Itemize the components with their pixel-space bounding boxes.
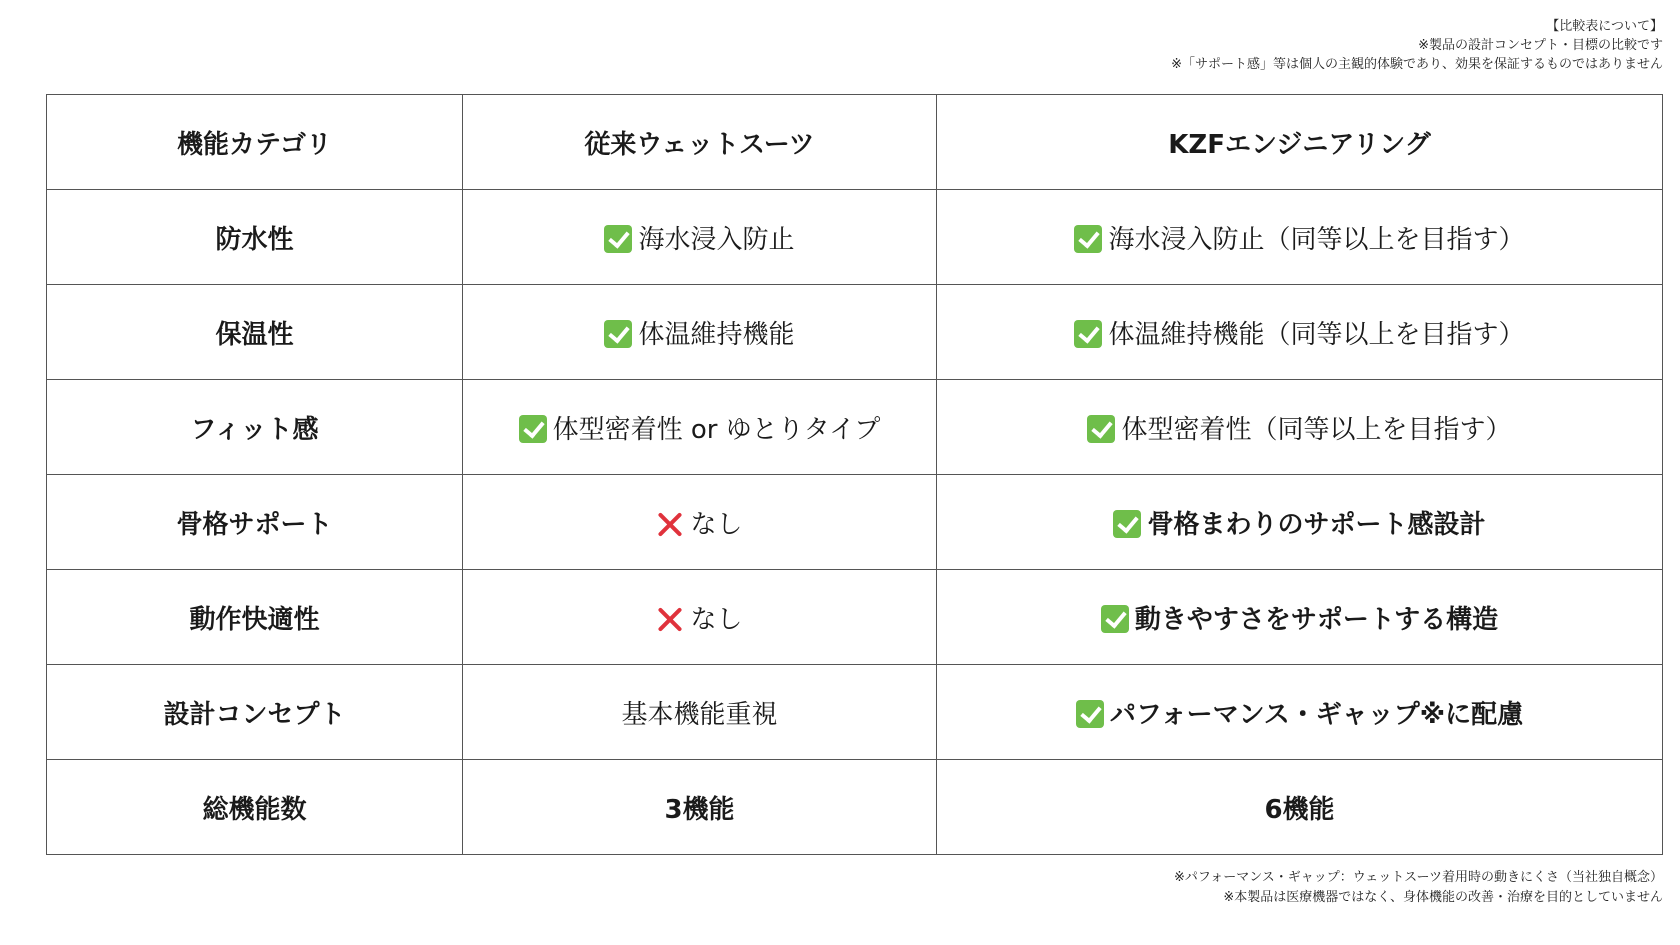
cell-kzf [937, 285, 1663, 380]
check-icon [604, 320, 632, 348]
cell-kzf [937, 380, 1663, 475]
header-kzf: KZFエンジニアリング [937, 95, 1663, 190]
cell-text: 体温維持機能（同等以上を目指す） [1108, 319, 1525, 350]
notes-bottom [1174, 868, 1663, 908]
comparison-table [46, 94, 1663, 855]
row-category: 設計コンセプト [47, 665, 463, 760]
cell-text: 3機能 [664, 794, 735, 825]
note-top-title: 【比較表について】 [1546, 19, 1663, 34]
cell-conventional [463, 475, 937, 570]
cell-text: 体型密着性（同等以上を目指す） [1121, 414, 1512, 445]
check-icon [1076, 700, 1104, 728]
row-category: 防水性 [47, 190, 463, 285]
note-bottom-line: ※パフォーマンス・ギャップ：ウェットスーツ着用時の動きにくさ（当社独自概念） [1173, 870, 1663, 885]
cell-text: なし [690, 604, 743, 635]
table-row [47, 190, 1663, 285]
table-header-row [47, 95, 1663, 190]
check-icon [1113, 510, 1141, 538]
cell-text: パフォーマンス・ギャップ※に配慮 [1109, 699, 1524, 730]
check-icon [519, 415, 547, 443]
table-row [47, 475, 1663, 570]
cell-kzf [937, 665, 1663, 760]
table-row [47, 665, 1663, 760]
cell-kzf [937, 475, 1663, 570]
check-icon [1074, 320, 1102, 348]
cell-kzf [937, 190, 1663, 285]
cell-text: 動きやすさをサポートする構造 [1134, 604, 1499, 635]
check-icon [1087, 415, 1115, 443]
cross-icon [656, 510, 684, 538]
cell-text: なし [690, 509, 743, 540]
row-category: 骨格サポート [47, 475, 463, 570]
cell-conventional [463, 285, 937, 380]
cell-conventional [463, 665, 937, 760]
check-icon [1101, 605, 1129, 633]
table-row [47, 760, 1663, 855]
header-conventional: 従来ウェットスーツ [463, 95, 937, 190]
check-icon [1074, 225, 1102, 253]
note-top-line: ※「サポート感」等は個人の主観的体験であり、効果を保証するものではありません [1171, 57, 1663, 72]
cell-conventional [463, 760, 937, 855]
cell-text: 体温維持機能 [638, 319, 795, 350]
cell-text: 海水浸入防止 [638, 224, 795, 255]
row-category: フィット感 [47, 380, 463, 475]
table-row [47, 285, 1663, 380]
cell-conventional [463, 190, 937, 285]
cell-kzf [937, 760, 1663, 855]
check-icon [604, 225, 632, 253]
row-category: 動作快適性 [47, 570, 463, 665]
cell-text: 体型密着性 or ゆとりタイプ [552, 414, 881, 445]
row-category: 保温性 [47, 285, 463, 380]
cell-text: 骨格まわりのサポート感設計 [1147, 509, 1486, 540]
cross-icon [656, 605, 684, 633]
cell-conventional [463, 380, 937, 475]
table-row [47, 570, 1663, 665]
cell-kzf [937, 570, 1663, 665]
cell-text: 海水浸入防止（同等以上を目指す） [1108, 224, 1525, 255]
note-bottom-line: ※本製品は医療機器ではなく、身体機能の改善・治療を目的としていません [1223, 890, 1663, 905]
cell-text: 基本機能重視 [621, 699, 778, 730]
cell-conventional [463, 570, 937, 665]
table-row [47, 380, 1663, 475]
note-top-line: ※製品の設計コンセプト・目標の比較です [1418, 38, 1663, 53]
cell-text: 6機能 [1264, 794, 1335, 825]
header-category: 機能カテゴリ [47, 95, 463, 190]
notes-top [1171, 17, 1663, 74]
row-category: 総機能数 [47, 760, 463, 855]
